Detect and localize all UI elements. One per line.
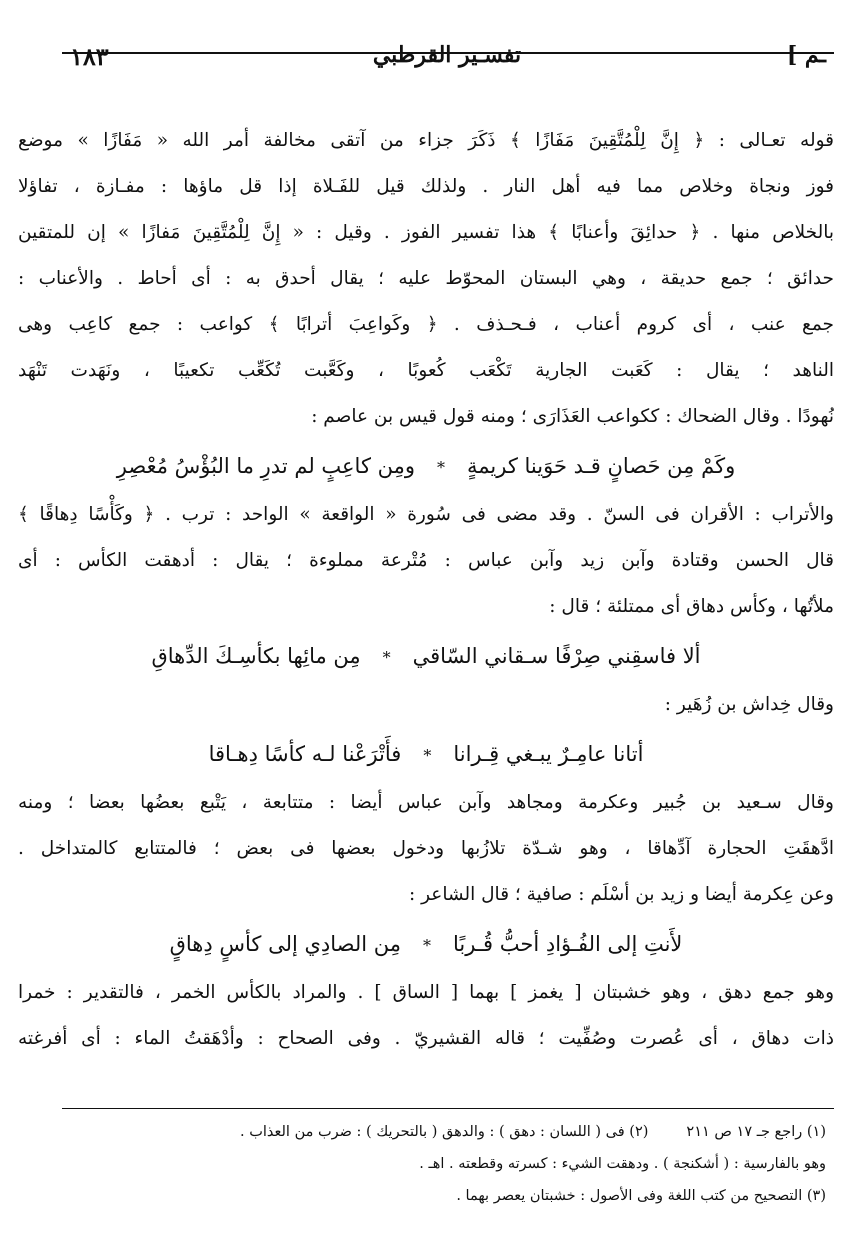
verse-first-hemistich: أتانا عامِـرٌ يبـغي قِـرانا bbox=[453, 742, 644, 766]
text-line: فوز ونجاة وخلاص مما فيه أهل النار . ولذلك قيل للفَـلاة إذا قل ماؤها : مفـازة ، تفاؤلا bbox=[18, 176, 834, 197]
verse-line bbox=[18, 630, 834, 682]
footnote-line: وهو بالفارسية : ( أشكنجة ) . ودهقت الشيء : كسرته وقطعته . اهـ . bbox=[419, 1156, 826, 1172]
surah-tag: ـم ] bbox=[786, 42, 826, 68]
header-rule bbox=[62, 52, 834, 54]
verse-separator: * bbox=[437, 458, 446, 477]
footnote-2: (٢) فى ( اللسان : دهق ) : والدهق ( بالتحريك ) : ضرب من العذاب . bbox=[240, 1124, 649, 1140]
text-line: وعن عِكرمة أيضا و زيد بن أسْلَم : صافية ؛ قال الشاعر : bbox=[408, 884, 834, 905]
verse-second-hemistich: مِن الصادِي إلى كأسٍ دِهاقٍ bbox=[169, 932, 402, 956]
text-line: حدائق ؛ جمع حديقة ، وهي البستان المحوّط عليه ؛ يقال أحدق به : أى أحاط . والأعناب : bbox=[18, 268, 834, 289]
footnotes bbox=[26, 1116, 826, 1212]
text-line: وقال سـعيد بن جُبير وعكرمة ومجاهد وآبن عباس أيضا : متتابعة ، يَتْبع بعضُها بعضا ؛ ومنه bbox=[18, 792, 834, 813]
main-text bbox=[18, 118, 834, 1062]
footnote-line bbox=[26, 1116, 826, 1148]
header-row bbox=[62, 40, 832, 74]
text-line: قال الحسن وقتادة وآبن زيد وآبن عباس : مُتْرعة مملوءة ؛ يقال : أدهقت الكأس : أى bbox=[18, 550, 834, 571]
text-line: والأتراب : الأقران فى السنّ . وقد مضى فى سُورة « الواقعة » الواحد : ترب . ﴿ وكَأْسًا دِهاقًا ﴾ bbox=[18, 504, 834, 525]
text-line: قوله تعـالى : ﴿ إِنَّ لِلْمُتَّقِينَ مَفَازًا ﴾ ذَكَرَ جزاء من آتقى مخالفة أمر الله « مَفَازًا » موضع bbox=[18, 130, 834, 151]
text-line: الناهد ؛ يقال : كَعَبت الجارية تَكْعَب كُعوبًا ، وكَعَّبت تُكَعِّب تكعيبًا ، ونَهَدت تَنْهَد bbox=[18, 360, 834, 381]
running-title: تفسـير القرطبي bbox=[372, 42, 522, 68]
verse-line bbox=[18, 728, 834, 780]
verse-separator: * bbox=[382, 648, 391, 667]
page-number: ١٨٣ bbox=[70, 42, 109, 71]
footnote-3: (٣) التصحيح من كتب اللغة وفى الأصول : خشبتان يعصر بهما . bbox=[456, 1188, 826, 1204]
text-line: وقال خِداش بن زُهَير : bbox=[664, 694, 834, 715]
verse-second-hemistich: ومِن كاعِبٍ لم تدرِ ما البُؤْسُ مُعْصِرِ bbox=[116, 454, 416, 478]
text-line: نُهودًا . وقال الضحاك : ككواعب العَذَارَى ؛ ومنه قول قيس بن عاصم : bbox=[311, 406, 834, 427]
text-line: ذات دهاق ، أى عُصرت وصُفِّيت ؛ قاله القشيريّ . وفى الصحاح : وأدْهَقتُ الماء : أى أفرغته bbox=[18, 1028, 834, 1049]
verse-first-hemistich: لأَنتِ إلى الفُـؤادِ أحبُّ قُـربًا bbox=[453, 932, 683, 956]
verse-line bbox=[18, 918, 834, 970]
verse-line bbox=[18, 440, 834, 492]
verse-separator: * bbox=[423, 746, 432, 765]
verse-first-hemistich: وكَمْ مِن حَصانٍ قـد حَوَينا كريمةٍ bbox=[467, 454, 736, 478]
verse-second-hemistich: فأَتْرَعْنا لـه كأسًا دِهـاقا bbox=[208, 742, 402, 766]
footnote-rule bbox=[62, 1108, 834, 1109]
text-line: جمع عنب ، أى كروم أعناب ، فـحـذف . ﴿ وكَواعِبَ أترابًا ﴾ كواعب : جمع كاعِب وهى bbox=[18, 314, 834, 335]
text-line: ادَّهقَتِ الحجارة آدِّهاقا ، وهو شـدّة تلازُبها ودخول بعضها فى بعض ؛ فالمتتابع كالمتداخل . bbox=[18, 838, 834, 859]
verse-first-hemistich: ألا فاسقِني صِرْفًا سـقاني السّاقي bbox=[412, 644, 701, 668]
footnote-1: (١) راجع جـ ١٧ ص ٢١١ bbox=[686, 1124, 826, 1140]
text-line: وهو جمع دهق ، وهو خشبتان [ يغمز ] بهما [ الساق ] . والمراد بالكأس الخمر ، فالتقدير : خمرا bbox=[18, 982, 834, 1003]
text-line: بالخلاص منها . ﴿ حدائِقَ وأعنابًا ﴾ هذا تفسير الفوز . وقيل : « إِنَّ لِلْمُتَّقِينَ مَفازًا » إن للمتقين bbox=[18, 222, 834, 243]
verse-separator: * bbox=[423, 936, 432, 955]
verse-second-hemistich: مِن مائِها بكأسِـكَ الدِّهاقِ bbox=[151, 644, 361, 668]
page-header bbox=[62, 40, 832, 80]
text-line: ملأتُها ، وكأس دهاق أى ممتلئة ؛ قال : bbox=[549, 596, 834, 617]
